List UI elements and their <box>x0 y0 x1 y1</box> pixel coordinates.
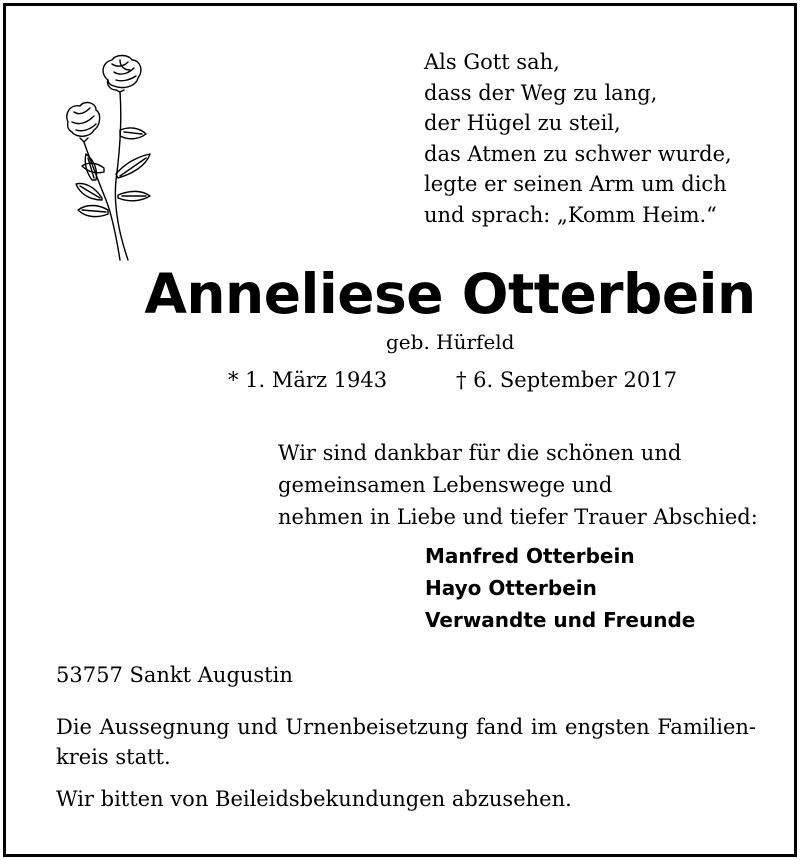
deceased-name: Anneliese Otterbein <box>144 262 756 326</box>
mourner-name: Verwandte und Freunde <box>425 608 696 632</box>
poem <box>424 47 732 230</box>
mourner-name: Manfred Otterbein <box>425 544 635 568</box>
poem-line: der Hügel zu steil, <box>424 111 621 135</box>
poem-line: Als Gott sah, <box>424 50 560 74</box>
thanks-line: Wir sind dankbar für die schönen und <box>278 441 682 465</box>
poem-line: und sprach: „Komm Heim.“ <box>424 202 717 227</box>
ceremony-line: kreis statt. <box>56 745 171 769</box>
death-date: † 6. September 2017 <box>456 368 677 392</box>
thanks-text <box>278 437 758 533</box>
birth-name: geb. Hürfeld <box>386 330 515 354</box>
poem-line: das Atmen zu schwer wurde, <box>424 141 732 166</box>
condolence-request: Wir bitten von Beileidsbekundungen abzusehen. <box>56 787 572 811</box>
mourners-list <box>425 540 695 636</box>
mourner-name: Hayo Otterbein <box>425 576 597 600</box>
poem-line: dass der Weg zu lang, <box>424 80 658 105</box>
ceremony-line: Die Aussegnung und Urnenbeisetzung fand im engsten Familien- <box>56 715 756 739</box>
birth-date: * 1. März 1943 <box>228 368 388 392</box>
thanks-line: gemeinsamen Lebenswege und <box>278 473 613 497</box>
poem-line: legte er seinen Arm um dich <box>424 172 727 196</box>
rose-icon <box>50 50 160 265</box>
ceremony-note <box>56 712 756 772</box>
thanks-line: nehmen in Liebe und tiefer Trauer Abschied: <box>278 505 758 529</box>
location: 53757 Sankt Augustin <box>56 663 293 687</box>
